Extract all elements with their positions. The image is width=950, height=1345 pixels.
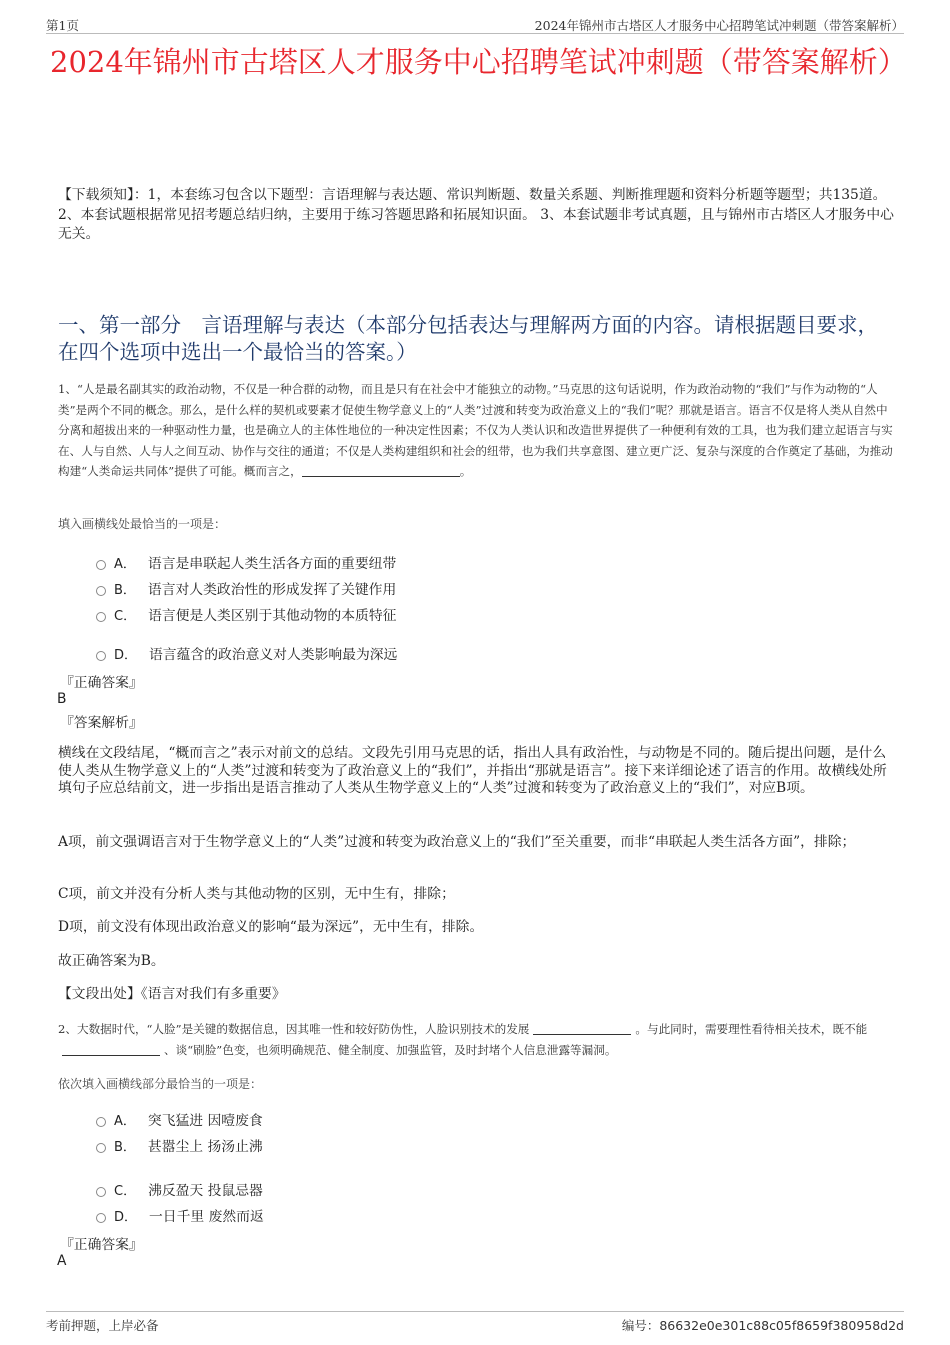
section-heading: 一、第一部分 言语理解与表达（本部分包括表达与理解两方面的内容。请根据题目要求，在四个选项中选出一个最恰当的答案。） bbox=[58, 313, 878, 364]
option-text: 语言便是人类区别于其他动物的本质特征 bbox=[148, 608, 397, 624]
analysis-paragraph: C项，前文并没有分析人类与其他动物的区别，无中生有，排除； bbox=[58, 886, 455, 902]
question-1-end: 。 bbox=[459, 464, 472, 478]
question-2-option-b[interactable] bbox=[96, 1135, 263, 1155]
radio-icon[interactable] bbox=[96, 612, 106, 622]
radio-icon[interactable] bbox=[96, 1187, 106, 1197]
answer-blank bbox=[302, 463, 460, 477]
option-text: 语言是串联起人类生活各方面的重要纽带 bbox=[147, 556, 397, 572]
answer-blank bbox=[62, 1042, 160, 1056]
option-letter: C． bbox=[114, 1183, 137, 1199]
footer-slogan: 考前押题，上岸必备 bbox=[46, 1318, 159, 1333]
question-1-option-d[interactable] bbox=[96, 643, 397, 663]
question-1-prompt: 填入画横线处最恰当的一项是： bbox=[58, 517, 227, 531]
option-letter: A． bbox=[114, 1113, 136, 1129]
page-header bbox=[46, 14, 904, 34]
option-text: 突飞猛进 因噎废食 bbox=[147, 1113, 263, 1129]
option-text: 甚嚣尘上 扬汤止沸 bbox=[147, 1139, 263, 1155]
question-2-prompt: 依次填入画横线部分最恰当的一项是： bbox=[58, 1077, 263, 1091]
answer-label: 『正确答案』 bbox=[60, 1237, 143, 1253]
question-2-option-a[interactable] bbox=[96, 1109, 263, 1129]
option-letter: D． bbox=[114, 1209, 138, 1225]
text-source: 【文段出处】《语言对我们有多重要》 bbox=[58, 986, 286, 1002]
question-2-option-c[interactable] bbox=[96, 1179, 263, 1199]
header-doc-title: 2024年锦州市古塔区人才服务中心招聘笔试冲刺题（带答案解析） bbox=[534, 18, 904, 33]
question-2-body: 。与此同时，需要理性看待相关技术，既不能 bbox=[635, 1022, 868, 1036]
code-value: 86632e0e301c88c05f8659f380958d2d bbox=[659, 1318, 904, 1333]
radio-icon[interactable] bbox=[96, 560, 106, 570]
option-text: 沸反盈天 投鼠忌器 bbox=[148, 1183, 263, 1199]
radio-icon[interactable] bbox=[96, 651, 106, 661]
analysis-paragraph: D项，前文没有体现出政治意义的影响“最为深远”，无中生有，排除。 bbox=[58, 919, 484, 935]
page-number: 第1页 bbox=[46, 18, 79, 33]
correct-answer: A bbox=[57, 1253, 67, 1269]
question-2-body: 、谈“刷脸”色变，也须明确规范、健全制度、加强监管，及时封堵个人信息泄露等漏洞。 bbox=[164, 1042, 617, 1057]
question-2-option-d[interactable] bbox=[96, 1205, 264, 1225]
page-footer bbox=[46, 1311, 904, 1335]
analysis-paragraph: 横线在文段结尾，“概而言之”表示对前文的总结。文段先引用马克思的话，指出人具有政治性，与动物是不同的。随后提出问题，是什么使人类从生物学意义上的“人类”过渡和转变为了政治意义上的“我们”，并指出“那就是语言”。接下来详细论述了语言的作用。故横线处所填句子应总结前文，进一步指出是语言推动了人类从生物学意义上的“人类”过渡和转变为了政治意义上的“我们”，对应B项。 bbox=[58, 745, 887, 796]
option-letter: C． bbox=[114, 608, 137, 624]
question-2-text bbox=[58, 1019, 898, 1060]
option-letter: B． bbox=[114, 1139, 136, 1155]
analysis-paragraph: A项，前文强调语言对于生物学意义上的“人类”过渡和转变为政治意义上的“我们”至关重要，而非“串联起人类生活各方面”，排除； bbox=[58, 834, 856, 850]
question-1-text bbox=[58, 379, 898, 482]
question-1-option-a[interactable] bbox=[96, 552, 396, 572]
question-1-option-c[interactable] bbox=[96, 604, 396, 624]
option-text: 语言对人类政治性的形成发挥了关键作用 bbox=[147, 582, 397, 598]
option-letter: A． bbox=[114, 556, 136, 572]
analysis-label: 『答案解析』 bbox=[60, 715, 143, 731]
radio-icon[interactable] bbox=[96, 586, 106, 596]
correct-answer: B bbox=[57, 691, 67, 707]
question-1-body: 1、“人是最名副其实的政治动物，不仅是一种合群的动物，而且是只有在社会中才能独立的动物。”马克思的这句话说明，作为政治动物的“我们”与作为动物的“人类”是两个不同的概念。那么，是什么样的契机或要素才促使生物学意义上的“人类”过渡和转变为政治意义上的“我们”呢？那就是语言。语言不仅是将人类从自然中分离和超拔出来的一种驱动性力量，也是确立人的主体性地位的一种决定性因素；不仅为人类认识和改造世界提供了一种便利有效的工具，也为我们建立起语言与实在、人与自然、人与人之间互动、协作与交往的通道；不仅是人类构建组织和社会的纽带，也为我们共享意图、建立更广泛、复杂与深度的合作奠定了基础，为推动构建“人类命运共同体”提供了可能。概而言之， bbox=[58, 382, 893, 478]
question-2-body: 2、大数据时代，“人脸”是关键的数据信息，因其唯一性和较好防伪性，人脸识别技术的发展 bbox=[58, 1022, 530, 1036]
option-letter: B． bbox=[114, 582, 136, 598]
radio-icon[interactable] bbox=[96, 1213, 106, 1223]
option-letter: D． bbox=[114, 647, 138, 663]
code-label: 编号： bbox=[621, 1318, 660, 1333]
radio-icon[interactable] bbox=[96, 1117, 106, 1127]
document-title: 2024年锦州市古塔区人才服务中心招聘笔试冲刺题（带答案解析） bbox=[50, 45, 907, 79]
option-text: 一日千里 废然而返 bbox=[149, 1209, 264, 1225]
answer-label: 『正确答案』 bbox=[60, 675, 143, 691]
analysis-paragraph: 故正确答案为B。 bbox=[58, 953, 165, 969]
question-1-option-b[interactable] bbox=[96, 578, 396, 598]
document-code bbox=[622, 1316, 904, 1334]
radio-icon[interactable] bbox=[96, 1143, 106, 1153]
answer-blank bbox=[533, 1021, 631, 1035]
download-notice: 【下载须知】：1，本套练习包含以下题型：言语理解与表达题、常识判断题、数量关系题、判断推理题和资料分析题等题型；共135道。 2、本套试题根据常见招考题总结归纳，主要用于练习答题思路和拓展知识面。 3、本套试题非考试真题，且与锦州市古塔区人才服务中心无关。 bbox=[58, 187, 894, 242]
option-text: 语言蕴含的政治意义对人类影响最为深远 bbox=[149, 647, 398, 663]
